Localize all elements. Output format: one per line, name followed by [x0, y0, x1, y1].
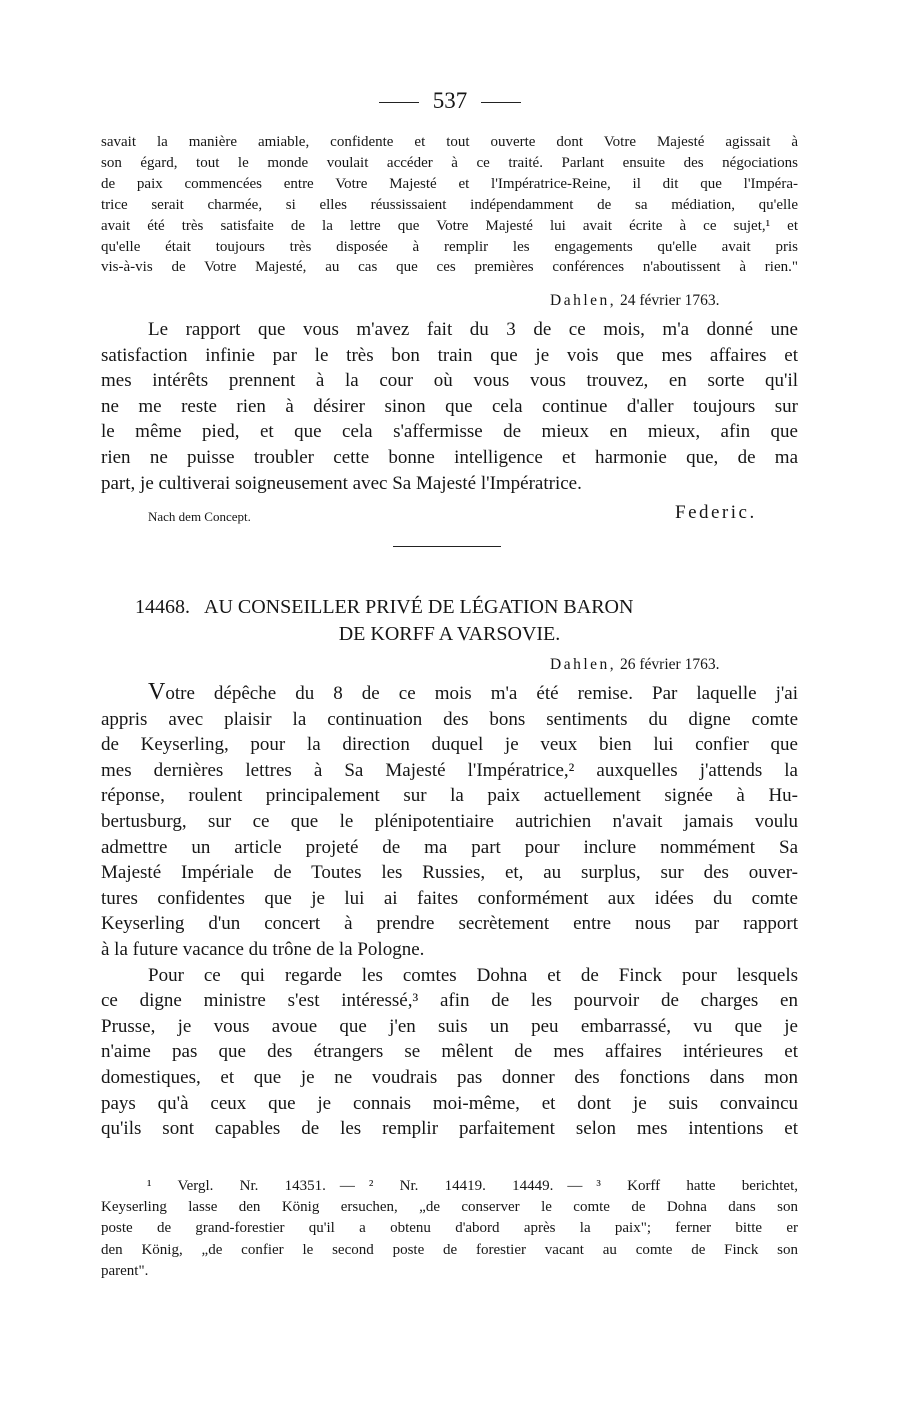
paragraph2-line: pays qu'à ceux que je connais moi-même, et dont je suis convaincu [101, 1092, 798, 1114]
paragraph1-line: à la future vacance du trône de la Pologne. [101, 938, 425, 960]
document-title-line1: AU CONSEILLER PRIVÉ DE LÉGATION BARON [204, 596, 634, 618]
quote-line: qu'elle était toujours très disposée à remplir les engagements qu'elle avait pris [101, 238, 798, 255]
paragraph2-line: n'aime pas que des étrangers se mêlent de mes affaires intérieures et [101, 1041, 798, 1063]
document-place: Dahlen, [550, 656, 617, 673]
letter1-place: Dahlen, [550, 292, 617, 309]
page-header [0, 86, 900, 116]
footnote-line: poste de grand-forestier qu'il a obtenu d'abord après la paix"; ferner bitte er [101, 1220, 798, 1237]
section-divider [393, 546, 501, 547]
heading-line-1 [101, 594, 798, 620]
paragraph1-first-text: otre dépêche du 8 de ce mois m'a été remise. Par laquelle j'ai [165, 683, 798, 704]
paragraph2-line: ce digne ministre s'est intéressé,³ afin de les pourvoir de charges en [101, 990, 798, 1012]
quote-line: de paix commencées entre Votre Majesté et l'Impératrice-Reine, il dit que l'Impéra- [101, 175, 798, 192]
footnote-first-line [101, 1176, 798, 1197]
letter1-source-note: Nach dem Concept. [148, 509, 251, 524]
paragraph1-line: admettre un article projeté de ma part pour inclure nommément Sa [101, 836, 798, 858]
document-dateline [550, 655, 719, 675]
footnote-separator: — [339, 1178, 355, 1194]
paragraph1-line: bertusburg, sur ce que le plénipotentiaire autrichien n'avait jamais voulu [101, 810, 798, 832]
document-title-line2: DE KORFF A VARSOVIE. [338, 623, 561, 645]
quote-line: savait la manière amiable, confidente et tout ouverte dont Votre Majesté agissait à [101, 134, 798, 150]
paragraph2-line: qu'ils sont capables de les remplir parfaitement selon mes intentions et [101, 1118, 798, 1140]
letter1-line: mes intérêts prennent à la cour où vous vous trouvez, en sorte qu'il [101, 370, 798, 392]
quote-line: son égard, tout le monde voulait accéder à ce traité. Parlant ensuite des négociations [101, 154, 798, 171]
paragraph1-line: tures confidentes que je lui ai faites conformément aux idées du comte [101, 887, 798, 909]
paragraph2-line: Prusse, je vous avoue que j'en suis un peu embarrassé, vu que je [101, 1015, 798, 1037]
header-rule-right [481, 102, 521, 103]
document-body [101, 680, 798, 1142]
paragraph1-first-line [101, 680, 798, 707]
document-date: 26 février 1763. [620, 656, 720, 673]
letter1-line: satisfaction infinie par le très bon train que je vois que mes affaires et [101, 344, 798, 366]
document-heading [101, 594, 798, 647]
page-number: 537 [432, 88, 468, 113]
footnote-2: ² Nr. 14419. 14449. [368, 1178, 554, 1194]
footnotes [101, 1176, 798, 1282]
letter1-signature: Federic. [675, 502, 757, 523]
footnote-3-start: ³ Korff hatte berichtet, [596, 1178, 798, 1194]
letter1-line: part, je cultiverai soigneusement avec Sa Majesté l'Impératrice. [101, 472, 582, 494]
quoted-report [101, 132, 798, 278]
paragraph1-line: de Keyserling, pour la direction duquel je veux bien lui confier que [101, 734, 798, 756]
paragraph1-line: réponse, roulent principalement sur la paix actuellement signée à Hu- [101, 785, 798, 807]
footnote-1: ¹ Vergl. Nr. 14351. [147, 1178, 326, 1194]
letter1-dateline [550, 291, 719, 311]
footnote-line: Keyserling lasse den König ersuchen, „de conserver le comte de Dohna dans son [101, 1199, 798, 1216]
letter1-line: ne me reste rien à désirer sinon que cela continue d'aller toujours sur [101, 395, 798, 417]
paragraph1-line: Majesté Impériale de Toutes les Russies, et, au surplus, sur des ouver- [101, 862, 798, 884]
letter1-date: 24 février 1763. [620, 292, 720, 309]
paragraph1-line: mes dernières lettres à Sa Majesté l'Impératrice,² auxquelles j'attends la [101, 759, 798, 781]
header-rule-left [379, 102, 419, 103]
paragraph1-initial: V [148, 679, 166, 705]
quote-line: trice serait charmée, si elles réussissaient indépendamment de sa médiation, qu'elle [101, 196, 798, 213]
letter1-line: Le rapport que vous m'avez fait du 3 de ce mois, m'a donné une [148, 319, 798, 340]
quote-line: avait été très satisfaite de la lettre que Votre Majesté lui avait écrite à ce sujet,¹ et [101, 217, 798, 234]
paragraph1-line: appris avec plaisir la continuation des bons sentiments du digne comte [101, 708, 798, 730]
paragraph1-line: Keyserling d'un concert à prendre secrètement entre nous par rapport [101, 913, 798, 935]
document-number: 14468. [135, 596, 190, 618]
letter1-body [101, 317, 798, 496]
footnote-line: parent". [101, 1262, 149, 1279]
paragraph2-line: Pour ce qui regarde les comtes Dohna et de Finck pour lesquels [148, 964, 798, 986]
letter1-line: rien ne puisse troubler cette bonne intelligence et harmonie que, de ma [101, 446, 798, 468]
footnote-line: den König, „de confier le second poste de forestier vacant au comte de Finck son [101, 1241, 798, 1258]
quote-line: vis-à-vis de Votre Majesté, au cas que ces premières conférences n'aboutissent à rien." [101, 259, 798, 276]
footnote-separator: — [567, 1178, 583, 1194]
paragraph2-line: domestiques, et que je ne voudrais pas donner des fonctions dans mon [101, 1066, 798, 1088]
letter1-line: le même pied, et que cela s'affermisse de mieux en mieux, afin que [101, 421, 798, 443]
